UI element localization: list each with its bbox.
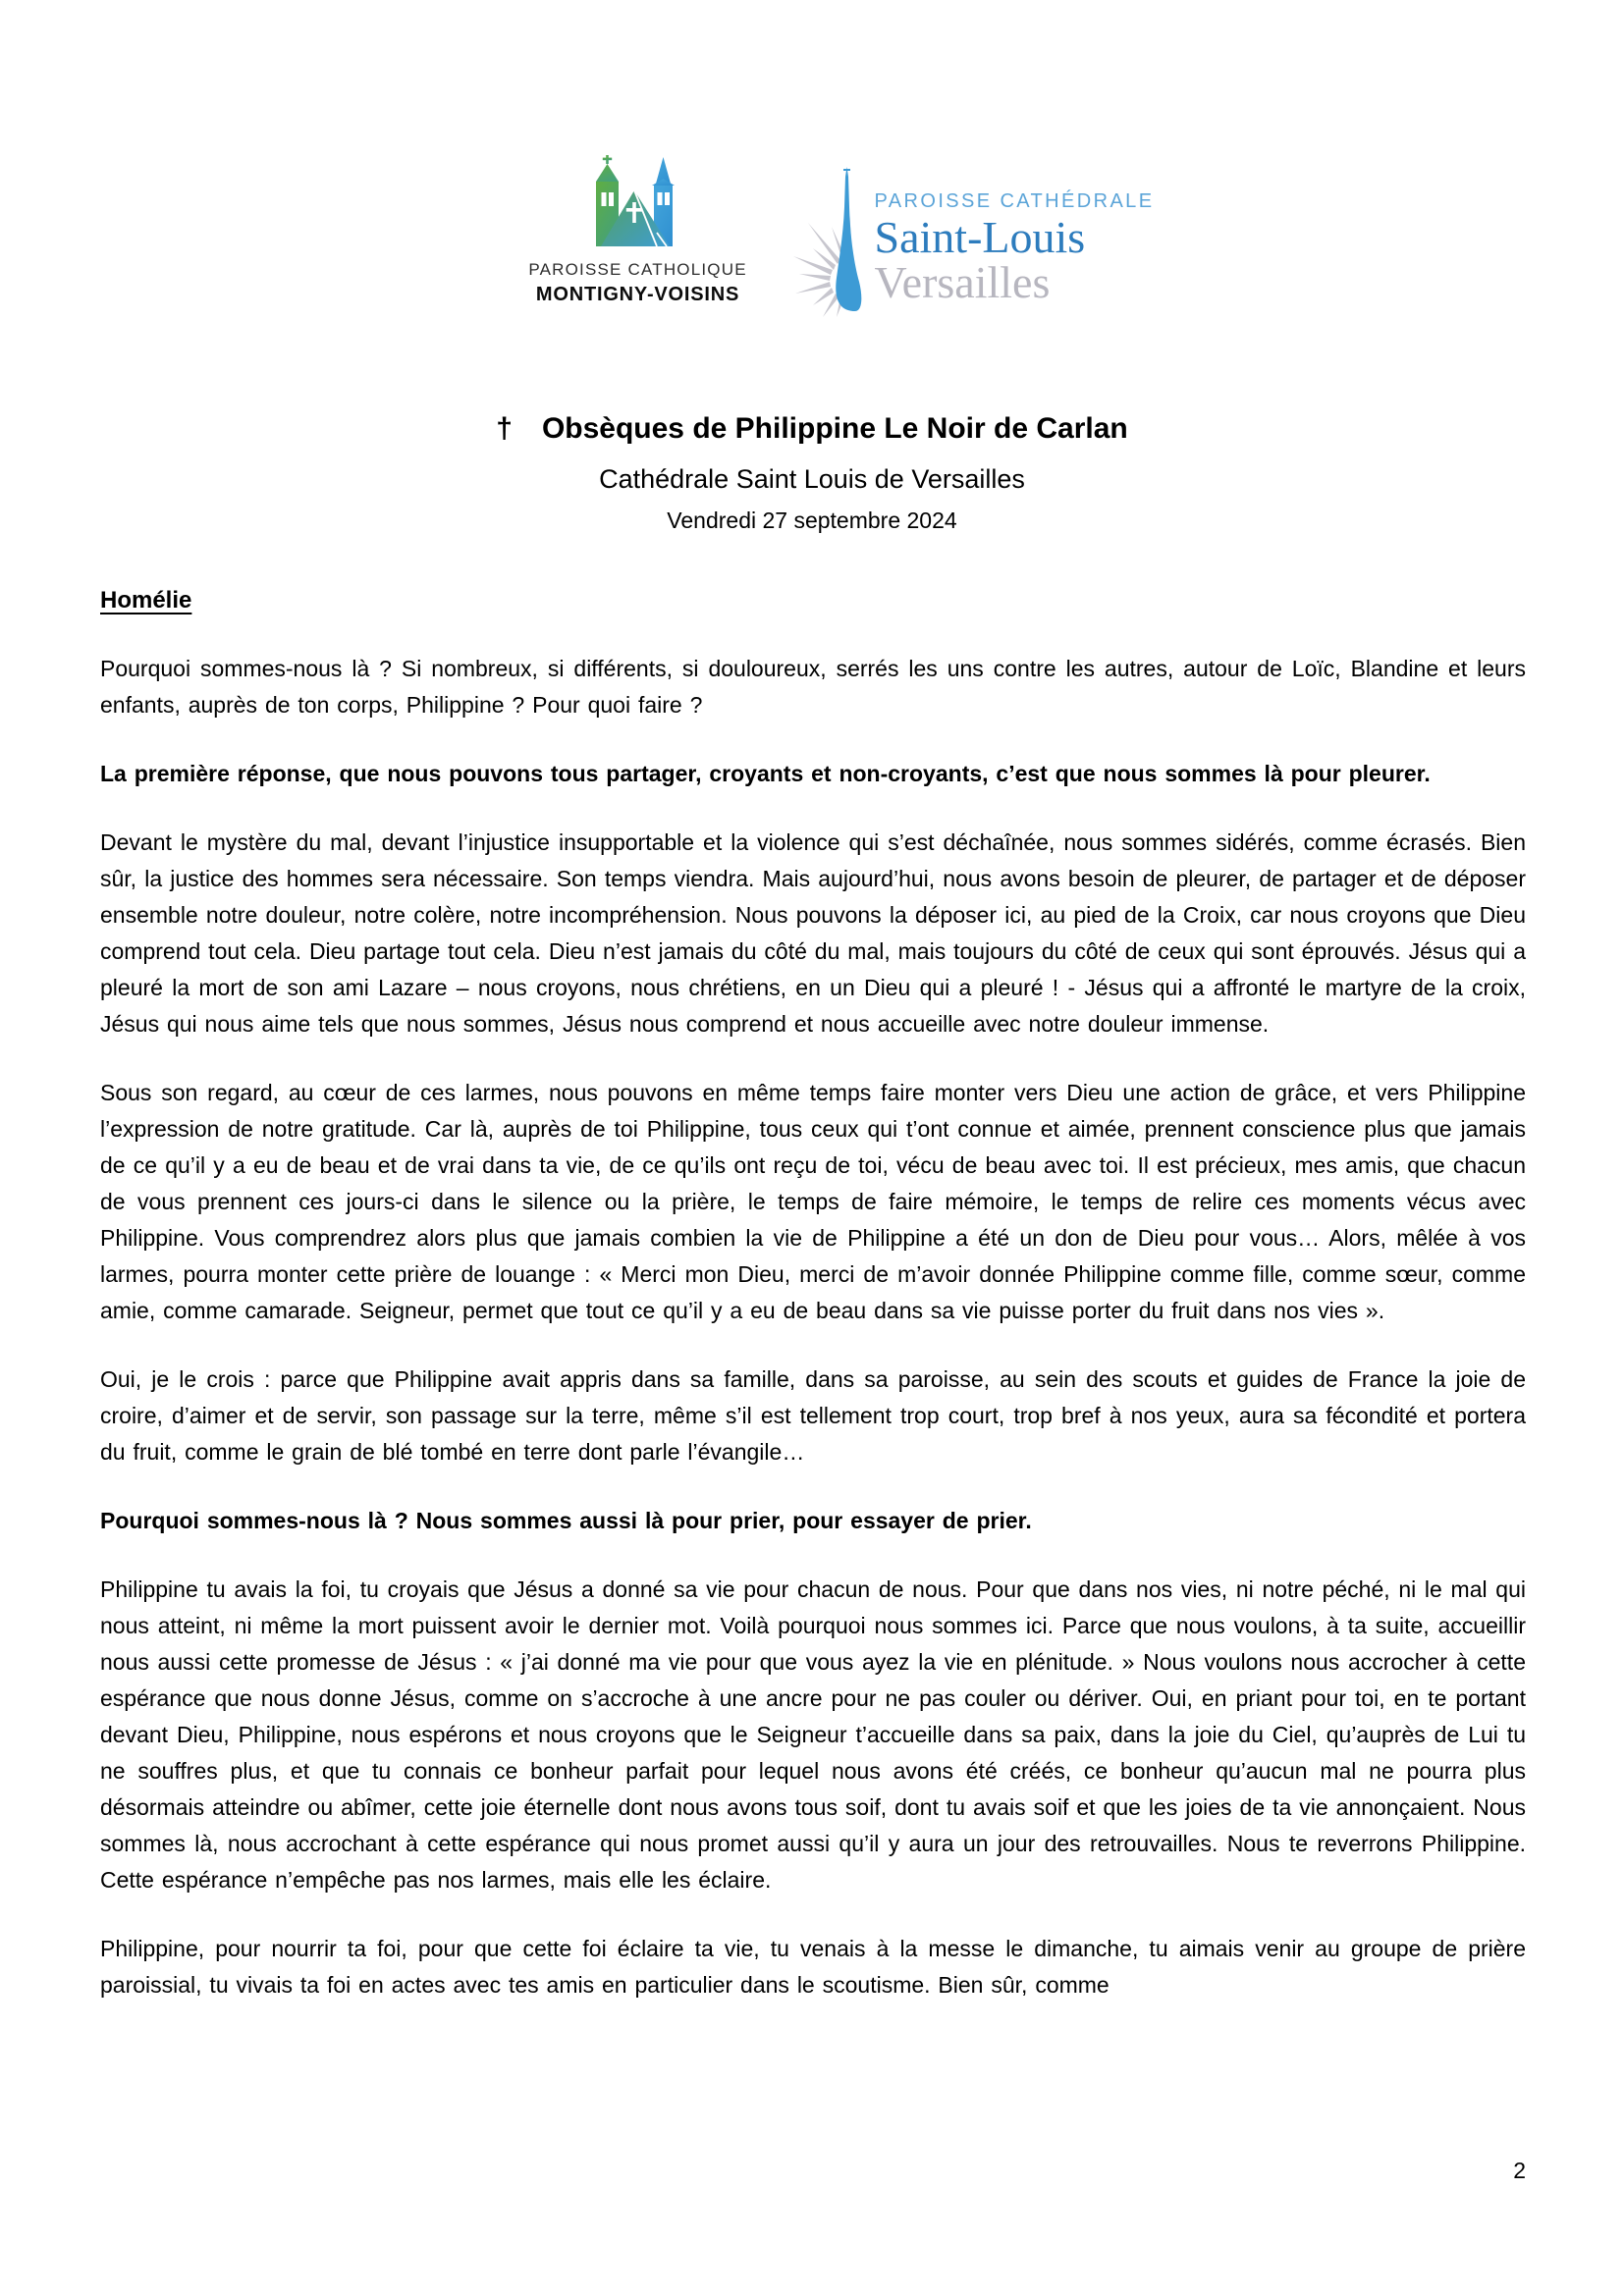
homily-paragraph: Philippine, pour nourrir ta foi, pour que cette foi éclaire ta vie, tu venais à la messe le dimanche, tu aimais venir au groupe de prière paroissial, tu vivais ta foi en actes avec tes amis en particulier dans le scoutisme. Bien sûr, comme <box>100 1936 1526 1998</box>
montigny-voisins-logo <box>525 155 751 306</box>
homily-paragraph: Pourquoi sommes-nous là ? Nous sommes aussi là pour prier, pour essayer de prier. <box>100 1508 1032 1533</box>
title-block <box>0 410 1624 534</box>
header-logos <box>27 0 1624 320</box>
sunburst-spire-icon <box>792 161 869 320</box>
page-number: 2 <box>1513 2158 1526 2183</box>
cross-icon: † <box>496 412 513 445</box>
homily-paragraph: Oui, je le crois : parce que Philippine avait appris dans sa famille, dans sa paroisse, au sein des scouts et guides de France la joie de croire, d’aimer et de servir, son passage sur la terre, même s’il est tellement trop court, trop bref à nos yeux, aura sa fécondité et portera du fruit, comme le grain de blé tombé en terre dont parle l’évangile… <box>100 1366 1526 1465</box>
saint-louis-versailles-logo <box>792 161 1155 320</box>
logo-right-line3: Versailles <box>874 257 1051 307</box>
homily-paragraph: Pourquoi sommes-nous là ? Si nombreux, si différents, si douloureux, serrés les uns contre les autres, autour de Loïc, Blandine et leurs enfants, auprès de ton corps, Philippine ? Pour quoi faire ? <box>100 656 1526 718</box>
logo-left-line2: MONTIGNY-VOISINS <box>535 284 740 305</box>
homily-paragraph: Devant le mystère du mal, devant l’injustice insupportable et la violence qui s’est déchaînée, nous sommes sidérés, comme écrasés. Bien sûr, la justice des hommes sera nécessaire. Son temps viendra. Mais aujourd’hui, nous avons besoin de pleurer, de partager et de déposer ensemble notre douleur, notre colère, notre incompréhension. Nous pouvons la déposer ici, au pied de la Croix, car nous croyons que Dieu comprend tout cela. Dieu partage tout cela. Dieu n’est jamais du côté du mal, mais toujours du côté de ceux qui sont éprouvés. Jésus qui a pleuré la mort de son ami Lazare – nous croyons, nous chrétiens, en un Dieu qui a pleuré ! - Jésus qui a affronté le martyre de la croix, Jésus qui nous aime tels que nous sommes, Jésus nous comprend et nous accueille avec notre douleur immense. <box>100 829 1526 1037</box>
logo-left-line1: PAROISSE CATHOLIQUE <box>528 260 747 279</box>
logo-right-line1: PAROISSE CATHÉDRALE <box>874 190 1155 212</box>
document-date: Vendredi 27 septembre 2024 <box>667 507 957 533</box>
document-title-text: Obsèques de Philippine Le Noir de Carlan <box>541 412 1128 445</box>
homily-paragraph: Sous son regard, au cœur de ces larmes, nous pouvons en même temps faire monter vers Dieu une action de grâce, et vers Philippine l’expression de notre gratitude. Car là, auprès de toi Philippine, tous ceux qui t’ont connue et aimée, prennent conscience plus que jamais de ce qu’il y a eu de beau et de vrai dans ta vie, de ce qu’ils ont reçu de toi, vécu de beau avec toi. Il est précieux, mes amis, que chacun de vous prennent ces jours-ci dans le silence ou la prière, le temps de faire mémoire, le temps de relire ces moments vécus avec Philippine. Vous comprendrez alors plus que jamais combien la vie de Philippine a été un don de Dieu pour vous… Alors, mêlée à vos larmes, pourra monter cette prière de louange : « Merci mon Dieu, merci de m’avoir donnée Philippine comme fille, comme sœur, comme amie, comme camarade. Seigneur, permet que tout ce qu’il y a eu de beau dans sa vie puisse porter du fruit dans nos vies ». <box>100 1080 1526 1323</box>
homily-paragraph: La première réponse, que nous pouvons tous partager, croyants et non-croyants, c’est que nous sommes là pour pleurer. <box>100 761 1431 786</box>
document-subtitle: Cathédrale Saint Louis de Versailles <box>599 464 1025 494</box>
homily-paragraph: Philippine tu avais la foi, tu croyais que Jésus a donné sa vie pour chacun de nous. Pour que dans nos vies, ni notre péché, ni le mal qui nous atteint, ni même la mort puissent avoir le dernier mot. Voilà pourquoi nous sommes ici. Parce que nous voulons, à ta suite, accueillir nous aussi cette promesse de Jésus : « j’ai donné ma vie pour que vous ayez la vie en plénitude. » Nous voulons nous accrocher à cette espérance que nous donne Jésus, comme on s’accroche à une ancre pour ne pas couler ou dériver. Oui, en priant pour toi, en te portant devant Dieu, Philippine, nous espérons et nous croyons que le Seigneur t’accueille dans sa paix, dans la joie du Ciel, qu’auprès de Lui tu ne souffres plus, et que tu connais ce bonheur parfait pour lequel nous avons été créés, ce bonheur qu’aucun mal ne pourra plus désormais atteindre ou abîmer, cette joie éternelle dont nous avons tous soif, dont tu avais soif et que les joies de ta vie annonçaient. Nous sommes là, nous accrochant à cette espérance qui nous promet aussi qu’il y aura un jour des retrouvailles. Nous te reverrons Philippine. Cette espérance n’empêche pas nos larmes, mais elle les éclaire. <box>100 1576 1526 1893</box>
logo-right-text <box>875 161 1155 305</box>
document-title <box>0 410 1624 447</box>
church-icon <box>589 155 687 247</box>
homily-paragraphs <box>100 651 1526 2003</box>
section-heading: Homélie <box>100 587 192 614</box>
homily-content <box>100 534 1526 2003</box>
logo-right-line2: Saint-Louis <box>874 212 1086 262</box>
